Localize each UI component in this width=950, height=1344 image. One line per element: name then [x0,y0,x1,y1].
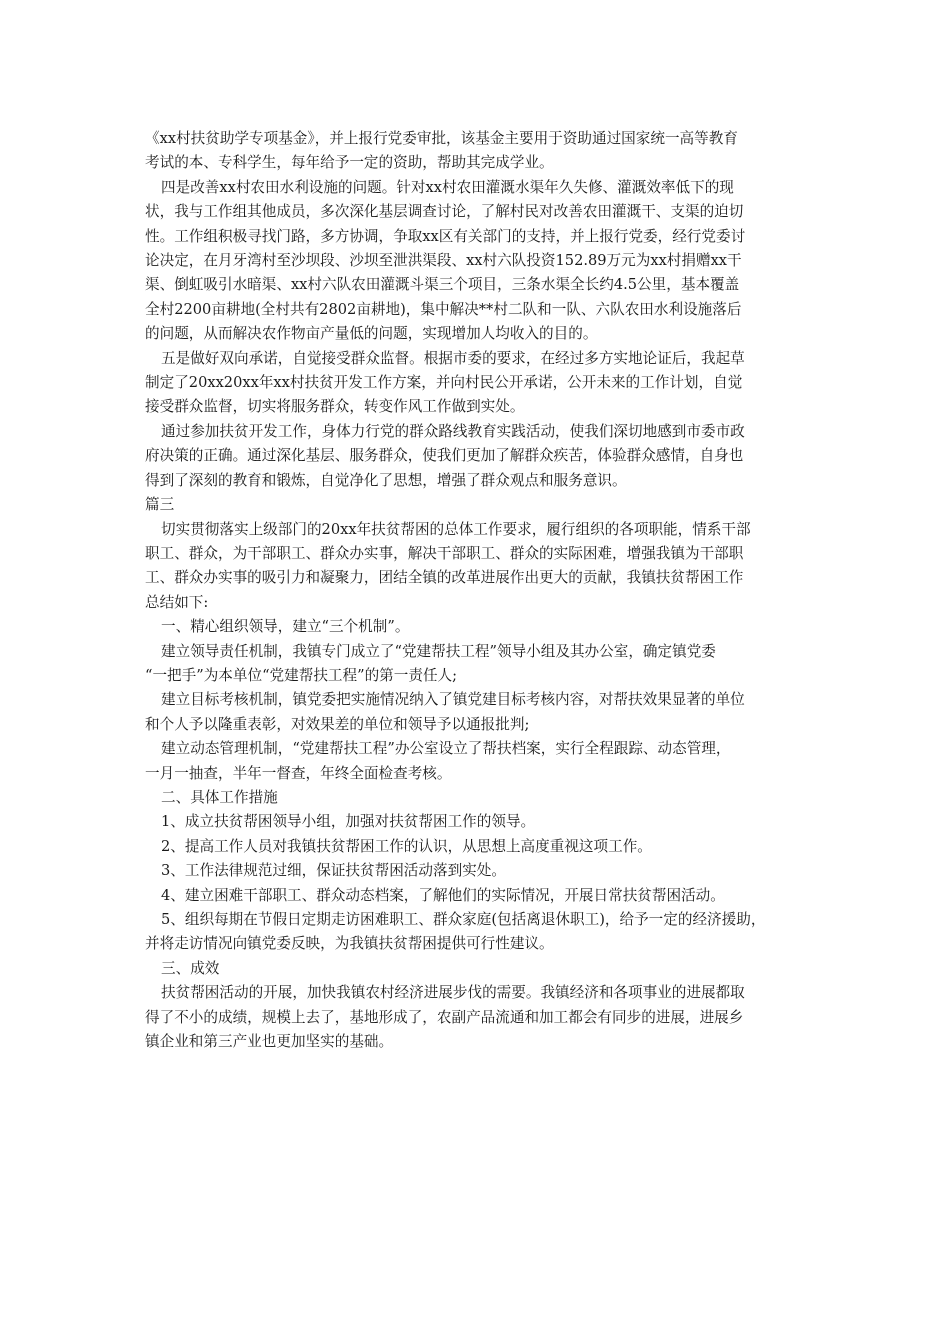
paragraph-commitment [145,347,815,420]
text-line: 3、工作法律规范过细，保证扶贫帮困活动落到实处。 [161,862,506,880]
paragraph-irrigation [145,176,815,347]
text-line: 全村2200亩耕地(全村共有2802亩耕地)，集中解决**村二队和一队、六队农田水利设施落后 [145,300,742,318]
text-line: 总结如下: [145,593,209,611]
paragraph-results [145,981,815,1054]
text-line: 府决策的正确。通过深化基层、服务群众，使我们更加了解群众疾苦，体验群众感情，自身也 [145,447,744,465]
text-line: 考试的本、专科学生，每年给予一定的资助，帮助其完成学业。 [145,154,554,172]
paragraph-dynamic-management [145,737,815,786]
paragraph-intro [145,518,815,616]
text-line: 得了不小的成绩，规模上去了，基地形成了，农副产品流通和加工都会有同步的进展，进展乡 [145,1008,744,1026]
text-line: 1、成立扶贫帮困领导小组，加强对扶贫帮困工作的领导。 [161,813,536,831]
text-line: 渠、倒虹吸引水暗渠、xx村六队农田灌溉斗渠三个项目，三条水渠全长约4.5公里，基本覆盖 [145,276,740,294]
text-line: 建立目标考核机制，镇党委把实施情况纳入了镇党建目标考核内容，对帮扶效果显著的单位 [161,691,745,709]
text-line: 镇企业和第三产业也更加坚实的基础。 [145,1033,394,1051]
text-line: 2、提高工作人员对我镇扶贫帮困工作的认识，从思想上高度重视这项工作。 [161,837,652,855]
text-line: 通过参加扶贫开发工作，身体力行党的群众路线教育实践活动，使我们深切地感到市委市政 [161,422,745,440]
paragraph-reflection [145,420,815,493]
text-line: 二、具体工作措施 [161,788,278,806]
text-line: “一把手”为本单位“党建帮扶工程”的第一责任人; [145,666,458,684]
list-item [145,835,815,859]
text-line: 的问题，从而解决农作物亩产量低的问题，实现增加人均收入的目的。 [145,325,598,343]
text-line: 建立动态管理机制，“党建帮扶工程”办公室设立了帮扶档案，实行全程跟踪、动态管理， [161,740,731,758]
paragraph-fund-continuation [145,127,815,176]
paragraph-responsibility [145,640,815,689]
text-line: 和个人予以隆重表彰，对效果差的单位和领导予以通报批判; [145,715,530,733]
text-line: 五是做好双向承诺，自觉接受群众监督。根据市委的要求，在经过多方实地论证后，我起草 [161,349,745,367]
text-line: 4、建立困难干部职工、群众动态档案，了解他们的实际情况，开展日常扶贫帮困活动。 [161,886,725,904]
text-line: 并将走访情况向镇党委反映，为我镇扶贫帮困提供可行性建议。 [145,935,554,953]
list-item [145,884,815,908]
text-line: 论决定，在月牙湾村至沙坝段、沙坝至泄洪渠段、xx村六队投资152.89万元为xx村捐赠xx干 [145,252,742,270]
text-line: 制定了20xx20xx年xx村扶贫开发工作方案，并向村民公开承诺，公开未来的工作计划，自觉 [145,374,743,392]
list-item [145,859,815,883]
text-line: 5、组织每期在节假日定期走访困难职工、群众家庭(包括离退休职工)，给予一定的经济援助， [161,911,766,928]
text-line: 得到了深刻的教育和锻炼，自觉净化了思想，增强了群众观点和服务意识。 [145,471,627,489]
text-line: 扶贫帮困活动的开展，加快我镇农村经济进展步伐的需要。我镇经济和各项事业的进展都取 [161,984,745,1002]
paragraph-assessment [145,688,815,737]
subheading-results [145,957,815,981]
text-line: 四是改善xx村农田水利设施的问题。针对xx村农田灌溉水渠年久失修、灌溉效率低下的现 [161,178,734,196]
section-heading [145,493,815,517]
text-line: 《xx村扶贫助学专项基金》，并上报行党委审批，该基金主要用于资助通过国家统一高等教育 [145,130,738,147]
text-line: 接受群众监督，切实将服务群众，转变作风工作做到实处。 [145,398,525,416]
document-body [145,127,815,1054]
list-item [145,810,815,834]
text-line: 一月一抽查，半年一督查，年终全面检查考核。 [145,764,452,782]
subheading-measures [145,786,815,810]
text-line: 工、群众办实事的吸引力和凝聚力，团结全镇的改革进展作出更大的贡献，我镇扶贫帮困工作 [145,569,744,587]
text-line: 三、成效 [161,959,220,977]
subheading-mechanisms [145,615,815,639]
text-line: 切实贯彻落实上级部门的20xx年扶贫帮困的总体工作要求，履行组织的各项职能，情系干部 [161,520,751,538]
text-line: 建立领导责任机制，我镇专门成立了“党建帮扶工程”领导小组及其办公室，确定镇党委 [161,642,716,660]
text-line: 性。工作组积极寻找门路，多方协调，争取xx区有关部门的支持，并上报行党委，经行党委讨 [145,227,746,245]
text-line: 状，我与工作组其他成员，多次深化基层调查讨论，了解村民对改善农田灌溉干、支渠的迫切 [145,203,744,221]
list-item [145,908,815,957]
text-line: 一、精心组织领导，建立“三个机制”。 [161,618,410,636]
text-line: 职工、群众，为干部职工、群众办实事，解决干部职工、群众的实际困难，增强我镇为干部职 [145,544,744,562]
text-line: 篇三 [145,496,175,514]
